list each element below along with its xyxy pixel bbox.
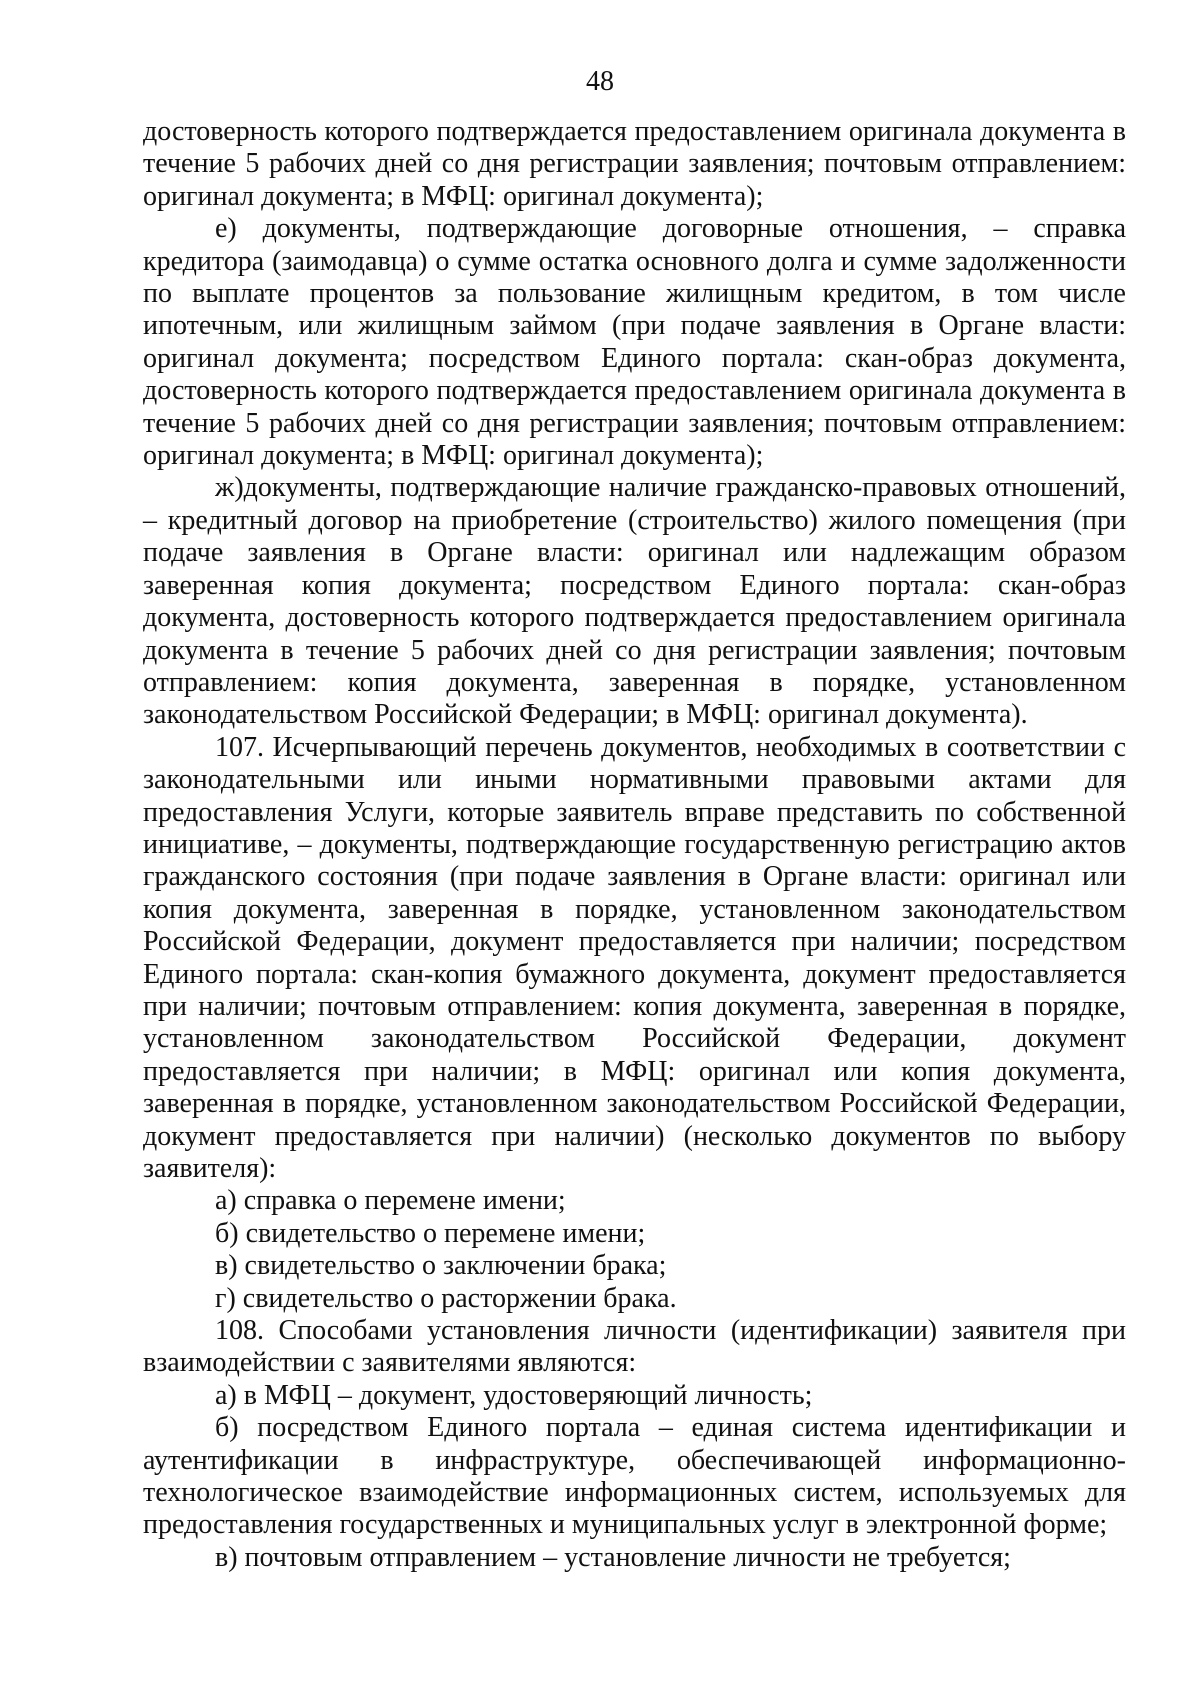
- list-item-g: г) свидетельство о расторжении брака.: [215, 1282, 677, 1314]
- list-item-b: б) свидетельство о перемене имени;: [215, 1217, 646, 1249]
- paragraph-item-e: е) документы, подтверждающие договорные отношения, – справка кредитора (заимодавца) о сумме остатка основного долга и сумме задолженности по выплате процентов за пользование жилищным кредитом, в том числе ипотечным, или жилищным займом (при подаче заявления в Органе власти: оригинал документа; посредством Единого портала: скан-образ документа, достоверность которого подтверждается предоставлением оригинала документа в течение 5 рабочих дней со дня регистрации заявления; почтовым отправлением: оригинал документа; в МФЦ: оригинал документа);: [143, 213, 1126, 472]
- list-item-a: а) справка о перемене имени;: [215, 1185, 566, 1217]
- document-body: [143, 116, 1126, 1574]
- list-item-v: в) свидетельство о заключении брака;: [215, 1250, 667, 1282]
- identification-item-b: б) посредством Единого портала – единая система идентификации и аутентификации в инфраструктуре, обеспечивающей информационно-технологическое взаимодействие информационных систем, используемых для предоставления государственных и муниципальных услуг в электронной форме;: [143, 1412, 1126, 1541]
- paragraph-107: 107. Исчерпывающий перечень документов, необходимых в соответствии с законодательными или иными нормативными правовыми актами для предоставления Услуги, которые заявитель вправе представить по собственной инициативе, – документы, подтверждающие государственную регистрацию актов гражданского состояния (при подаче заявления в Органе власти: оригинал или копия документа, заверенная в порядке, установленном законодательством Российской Федерации, документ предоставляется при наличии; посредством Единого портала: скан-копия бумажного документа, документ предоставляется при наличии; почтовым отправлением: копия документа, заверенная в порядке, установленном законодательством Российской Федерации, документ предоставляется при наличии; в МФЦ: оригинал или копия документа, заверенная в порядке, установленном законодательством Российской Федерации, документ предоставляется при наличии) (несколько документов по выбору заявителя):: [143, 731, 1126, 1184]
- paragraph-item-zh: ж)документы, подтверждающие наличие гражданско-правовых отношений, – кредитный договор на приобретение (строительство) жилого помещения (при подаче заявления в Органе власти: оригинал или надлежащим образом заверенная копия документа; посредством Единого портала: скан-образ документа, достоверность которого подтверждается предоставлением оригинала документа в течение 5 рабочих дней со дня регистрации заявления; почтовым отправлением: копия документа, заверенная в порядке, установленном законодательством Российской Федерации; в МФЦ: оригинал документа).: [143, 472, 1126, 731]
- paragraph-continuation: достоверность которого подтверждается предоставлением оригинала документа в течение 5 рабочих дней со дня регистрации заявления; почтовым отправлением: оригинал документа; в МФЦ: оригинал документа);: [143, 116, 1126, 212]
- identification-item-v: в) почтовым отправлением – установление личности не требуется;: [215, 1541, 1011, 1573]
- page-number: 48: [586, 66, 614, 97]
- identification-item-a: а) в МФЦ – документ, удостоверяющий личность;: [215, 1379, 813, 1411]
- paragraph-108: 108. Способами установления личности (идентификации) заявителя при взаимодействии с заявителями являются:: [143, 1315, 1126, 1379]
